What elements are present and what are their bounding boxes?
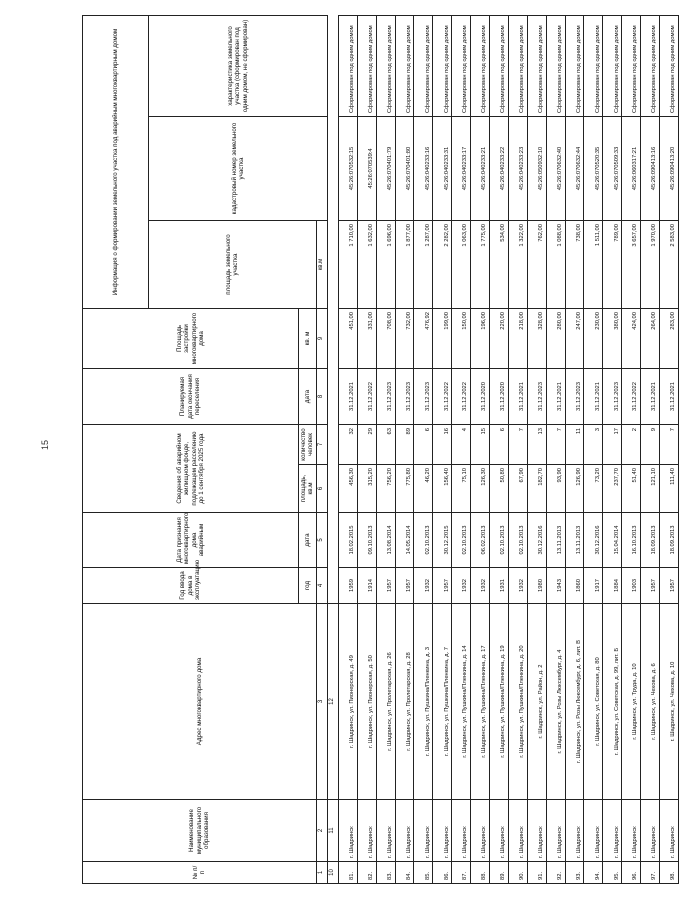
row-address: г. Шадринск, ул. Чехова, д. 10 xyxy=(660,604,679,800)
row-people: 32 xyxy=(338,425,357,465)
row-number: 89. xyxy=(490,862,509,884)
row-municipality: г. Шадринск xyxy=(603,800,622,862)
row-recognition-date: 02.10.2013 xyxy=(414,513,433,568)
row-land-area: 1 632,00 xyxy=(357,221,376,309)
row-people: 17 xyxy=(603,425,622,465)
row-number: 93. xyxy=(565,862,584,884)
row-municipality: г. Шадринск xyxy=(660,800,679,862)
row-land-area: 1 970,00 xyxy=(641,221,660,309)
row-number: 81. xyxy=(338,862,357,884)
table-row xyxy=(433,15,452,883)
row-land-char: Сформирован под одним домом xyxy=(433,15,452,116)
table-row xyxy=(414,15,433,883)
row-area: 156,40 xyxy=(433,465,452,513)
header-address: Адрес многоквартирного дома xyxy=(83,604,317,800)
col-number: 6 xyxy=(316,465,327,513)
row-land-char: Сформирован под одним домом xyxy=(376,15,395,116)
row-municipality: г. Шадринск xyxy=(584,800,603,862)
page-number: 15 xyxy=(40,439,50,450)
row-land-char: Сформирован под одним домом xyxy=(452,15,471,116)
row-people: 2 xyxy=(622,425,641,465)
header-recognition: Дата признания многоквартирного дома аварийным xyxy=(83,513,299,568)
row-area: 50,80 xyxy=(490,465,509,513)
row-number: 88. xyxy=(471,862,490,884)
row-land-char: Сформирован под одним домом xyxy=(622,15,641,116)
row-land-char: Сформирован под одним домом xyxy=(357,15,376,116)
row-year: 1957 xyxy=(395,568,414,604)
row-building-area: 264,00 xyxy=(641,309,660,369)
row-year: 1957 xyxy=(376,568,395,604)
table-row xyxy=(452,15,471,883)
row-cadastral: 45:26:040233:23 xyxy=(508,117,527,221)
row-year: 1957 xyxy=(433,568,452,604)
row-land-char: Сформирован под одним домом xyxy=(471,15,490,116)
row-year: 1917 xyxy=(584,568,603,604)
table-row xyxy=(471,15,490,883)
row-recognition-date: 30.12.2016 xyxy=(584,513,603,568)
row-year: 1932 xyxy=(414,568,433,604)
row-year: 1884 xyxy=(603,568,622,604)
row-number: 92. xyxy=(546,862,565,884)
row-recognition-date: 16.10.2013 xyxy=(622,513,641,568)
row-building-area: 424,00 xyxy=(622,309,641,369)
row-people: 13 xyxy=(527,425,546,465)
row-number: 82. xyxy=(357,862,376,884)
row-land-char: Сформирован под одним домом xyxy=(490,15,509,116)
row-address: г. Шадринск, ул. Пушкина/Пленкина, д. 7 xyxy=(433,604,452,800)
col-number: 8 xyxy=(316,369,327,425)
row-land-char: Сформирован под одним домом xyxy=(338,15,357,116)
row-recognition-date: 30.12.2016 xyxy=(527,513,546,568)
row-land-area: 762,00 xyxy=(527,221,546,309)
row-area: 182,70 xyxy=(527,465,546,513)
table-row xyxy=(527,15,546,883)
row-year: 1931 xyxy=(490,568,509,604)
row-relocation-date: 31.12.2021 xyxy=(641,369,660,425)
row-recognition-date: 13.11.2013 xyxy=(546,513,565,568)
row-relocation-date: 31.12.2023 xyxy=(603,369,622,425)
row-municipality: г. Шадринск xyxy=(641,800,660,862)
header-land-char: характеристика земельного участка (сформирован под одним домом, не сформирован) xyxy=(149,15,328,116)
row-municipality: г. Шадринск xyxy=(357,800,376,862)
row-relocation-date: 31.12.2022 xyxy=(622,369,641,425)
subheader-date: дата xyxy=(299,513,317,568)
row-year: 1959 xyxy=(338,568,357,604)
row-relocation-date: 31.12.2020 xyxy=(490,369,509,425)
row-number: 98. xyxy=(660,862,679,884)
row-municipality: г. Шадринск xyxy=(433,800,452,862)
row-relocation-date: 31.12.2021 xyxy=(660,369,679,425)
row-address: г. Шадринск, ул. Советская, д. 80 xyxy=(584,604,603,800)
row-land-char: Сформирован под одним домом xyxy=(508,15,527,116)
row-building-area: 451,00 xyxy=(338,309,357,369)
row-year: 1860 xyxy=(565,568,584,604)
row-year: 1932 xyxy=(471,568,490,604)
row-address: г. Шадринск, ул. Чехова, д. 6 xyxy=(641,604,660,800)
row-people: 6 xyxy=(490,425,509,465)
row-people: 4 xyxy=(452,425,471,465)
table-row xyxy=(546,15,565,883)
row-recognition-date: 09.10.2013 xyxy=(357,513,376,568)
table-row xyxy=(357,15,376,883)
row-land-area: 738,00 xyxy=(565,221,584,309)
row-building-area: 220,00 xyxy=(490,309,509,369)
row-number: 95. xyxy=(603,862,622,884)
row-building-area: 331,00 xyxy=(357,309,376,369)
row-land-area: 1 696,00 xyxy=(376,221,395,309)
row-number: 97. xyxy=(641,862,660,884)
row-cadastral: 45:26:070632:40 xyxy=(546,117,565,221)
row-cadastral: 45:26:040233:16 xyxy=(414,117,433,221)
row-area: 73,20 xyxy=(584,465,603,513)
table-row xyxy=(565,15,584,883)
row-area: 67,90 xyxy=(508,465,527,513)
row-recognition-date: 30.12.2015 xyxy=(433,513,452,568)
table-row xyxy=(508,15,527,883)
row-cadastral: 45:26:040233:17 xyxy=(452,117,471,221)
table-row xyxy=(376,15,395,883)
row-building-area: 150,00 xyxy=(452,309,471,369)
row-relocation-date: 31.12.2021 xyxy=(338,369,357,425)
row-people: 7 xyxy=(546,425,565,465)
col-number: 3 xyxy=(316,604,327,800)
row-area: 237,70 xyxy=(603,465,622,513)
row-relocation-date: 31.12.2021 xyxy=(508,369,527,425)
col-number: 12 xyxy=(327,604,338,800)
row-relocation-date: 31.12.2023 xyxy=(565,369,584,425)
row-people: 11 xyxy=(565,425,584,465)
row-relocation-date: 31.12.2023 xyxy=(395,369,414,425)
row-building-area: 247,00 xyxy=(565,309,584,369)
row-people: 7 xyxy=(508,425,527,465)
row-address: г. Шадринск, ул. Пушкина/Пленкина, д. 14 xyxy=(452,604,471,800)
row-land-char: Сформирован под одним домом xyxy=(660,15,679,116)
row-address: г. Шадринск, ул. Розы Люксембург, д. 4 xyxy=(546,604,565,800)
row-relocation-date: 31.12.2022 xyxy=(357,369,376,425)
row-municipality: г. Шадринск xyxy=(508,800,527,862)
row-building-area: 196,00 xyxy=(471,309,490,369)
row-relocation-date: 31.12.2022 xyxy=(433,369,452,425)
row-land-char: Сформирован под одним домом xyxy=(527,15,546,116)
row-number: 83. xyxy=(376,862,395,884)
row-land-area: 1 775,00 xyxy=(471,221,490,309)
header-building-area: Площадь застройки многоквартирного дома xyxy=(83,309,299,369)
row-land-area: 2 583,00 xyxy=(660,221,679,309)
row-municipality: г. Шадринск xyxy=(471,800,490,862)
row-year: 1957 xyxy=(641,568,660,604)
row-address: г. Шадринск, ул. Пролетарская, д. 26 xyxy=(376,604,395,800)
row-cadastral: 45:26:040233:22 xyxy=(490,117,509,221)
row-relocation-date: 31.12.2022 xyxy=(452,369,471,425)
row-building-area: 199,00 xyxy=(433,309,452,369)
row-people: 6 xyxy=(414,425,433,465)
table-row xyxy=(622,15,641,883)
row-people: 29 xyxy=(357,425,376,465)
row-year: 1914 xyxy=(357,568,376,604)
table-row xyxy=(660,15,679,883)
row-cadastral: 45:26:070401:80 xyxy=(395,117,414,221)
row-municipality: г. Шадринск xyxy=(338,800,357,862)
row-number: 90. xyxy=(508,862,527,884)
row-cadastral: 45:26:050932:10 xyxy=(527,117,546,221)
header-cadastral: кадастровый номер земельного участка xyxy=(149,117,328,221)
row-building-area: 218,00 xyxy=(508,309,527,369)
row-land-char: Сформирован под одним домом xyxy=(395,15,414,116)
col-number: 2 xyxy=(316,800,327,862)
row-municipality: г. Шадринск xyxy=(414,800,433,862)
row-land-area: 1 322,00 xyxy=(508,221,527,309)
row-cadastral: 45:26:040233:21 xyxy=(471,117,490,221)
header-municipality: Наименование муниципального образования xyxy=(83,800,317,862)
row-land-char: Сформирован под одним домом xyxy=(546,15,565,116)
row-people: 7 xyxy=(660,425,679,465)
row-cadastral: 45:26:070532:15 xyxy=(338,117,357,221)
row-area: 51,40 xyxy=(622,465,641,513)
row-year: 1980 xyxy=(527,568,546,604)
row-land-char: Сформирован под одним домом xyxy=(414,15,433,116)
row-recognition-date: 15.04.2014 xyxy=(603,513,622,568)
row-municipality: г. Шадринск xyxy=(546,800,565,862)
row-cadastral: 45:26:090413:16 xyxy=(641,117,660,221)
row-municipality: г. Шадринск xyxy=(565,800,584,862)
row-land-char: Сформирован под одним домом xyxy=(584,15,603,116)
row-area: 315,20 xyxy=(357,465,376,513)
row-relocation-date: 31.12.2023 xyxy=(376,369,395,425)
row-building-area: 380,00 xyxy=(603,309,622,369)
row-land-area: 1 877,00 xyxy=(395,221,414,309)
row-municipality: г. Шадринск xyxy=(452,800,471,862)
row-number: 91. xyxy=(527,862,546,884)
row-municipality: г. Шадринск xyxy=(622,800,641,862)
row-address: г. Шадринск, ул. Пролетарская, д. 28 xyxy=(395,604,414,800)
row-land-area: 1 511,00 xyxy=(584,221,603,309)
row-people: 89 xyxy=(395,425,414,465)
row-number: 86. xyxy=(433,862,452,884)
subheader-land-sqm: кв.м xyxy=(316,221,327,309)
row-area: 121,10 xyxy=(641,465,660,513)
row-land-area: 3 657,00 xyxy=(622,221,641,309)
table-row xyxy=(584,15,603,883)
row-recognition-date: 14.05.2014 xyxy=(395,513,414,568)
row-cadastral: 45:26:090413:20 xyxy=(660,117,679,221)
row-area: 93,90 xyxy=(546,465,565,513)
row-building-area: 283,00 xyxy=(660,309,679,369)
row-land-area: 1 287,00 xyxy=(414,221,433,309)
row-land-area: 1 063,00 xyxy=(452,221,471,309)
header-land-group: Информация о формировании земельного участка под аварийным многоквартирным домом xyxy=(83,15,149,308)
row-land-area: 1 710,00 xyxy=(338,221,357,309)
row-land-area: 1 088,00 xyxy=(546,221,565,309)
row-cadastral: 45:26:070401:79 xyxy=(376,117,395,221)
table-row xyxy=(395,15,414,883)
row-relocation-date: 31.12.2023 xyxy=(527,369,546,425)
row-cadastral: 45:26:040233:31 xyxy=(433,117,452,221)
row-people: 9 xyxy=(641,425,660,465)
header-relocation: Планируемая дата окончания переселения xyxy=(83,369,299,425)
row-relocation-date: 31.12.2021 xyxy=(546,369,565,425)
row-recognition-date: 18.09.2013 xyxy=(660,513,679,568)
col-number: 5 xyxy=(316,513,327,568)
col-number: 9 xyxy=(316,309,327,369)
row-year: 1932 xyxy=(452,568,471,604)
row-area: 111,40 xyxy=(660,465,679,513)
row-cadastral: 45:26:060317:21 xyxy=(622,117,641,221)
row-cadastral: 45:26:070632:44 xyxy=(565,117,584,221)
row-address: г. Шадринск, ул. Советская, д. 99, лит. Б xyxy=(603,604,622,800)
row-year: 1943 xyxy=(546,568,565,604)
row-address: г. Шадринск, ул. Пушкина/Пленкина, д. 17 xyxy=(471,604,490,800)
row-building-area: 328,00 xyxy=(527,309,546,369)
row-land-area: 789,00 xyxy=(603,221,622,309)
row-recognition-date: 02.10.2013 xyxy=(452,513,471,568)
row-municipality: г. Шадринск xyxy=(376,800,395,862)
row-land-area: 534,00 xyxy=(490,221,509,309)
col-number: 1 xyxy=(316,862,327,884)
row-municipality: г. Шадринск xyxy=(490,800,509,862)
table-row xyxy=(603,15,622,883)
row-area: 756,20 xyxy=(376,465,395,513)
table-row xyxy=(490,15,509,883)
row-area: 456,30 xyxy=(338,465,357,513)
col-number: 7 xyxy=(316,425,327,465)
emergency-housing-table xyxy=(82,15,679,884)
row-relocation-date: 31.12.2023 xyxy=(414,369,433,425)
table-container xyxy=(82,16,677,884)
row-recognition-date: 13.08.2014 xyxy=(376,513,395,568)
row-address: г. Шадринск, ул. Пушкина/Пленкина, д. 3 xyxy=(414,604,433,800)
row-number: 96. xyxy=(622,862,641,884)
row-land-area: 2 282,00 xyxy=(433,221,452,309)
header-num: № п/п xyxy=(83,862,317,884)
row-land-char: Сформирован под одним домом xyxy=(603,15,622,116)
col-number: 4 xyxy=(316,568,327,604)
row-people: 15 xyxy=(471,425,490,465)
row-municipality: г. Шадринск xyxy=(527,800,546,862)
row-area: 46,20 xyxy=(414,465,433,513)
header-emergency-group: Сведения об аварийном жилищном фонде, подлежащем расселению до 1 сентября 2025 года xyxy=(83,425,299,513)
header-land-area: площадь земельного участка xyxy=(149,221,317,309)
row-recognition-date: 18.09.2013 xyxy=(641,513,660,568)
table-row xyxy=(338,15,357,883)
row-address: г. Шадринск, ул. Пионерская, д. 50 xyxy=(357,604,376,800)
table-row xyxy=(641,15,660,883)
row-relocation-date: 31.12.2020 xyxy=(471,369,490,425)
row-building-area: 476,92 xyxy=(414,309,433,369)
row-year: 1957 xyxy=(660,568,679,604)
row-municipality: г. Шадринск xyxy=(395,800,414,862)
row-people: 3 xyxy=(584,425,603,465)
row-area: 126,30 xyxy=(471,465,490,513)
subheader-building-sqm: кв. м xyxy=(299,309,317,369)
row-area: 775,80 xyxy=(395,465,414,513)
row-recognition-date: 02.10.2013 xyxy=(508,513,527,568)
row-address: г. Шадринск, ул. Пушкина/Пленкина, д. 19 xyxy=(490,604,509,800)
subheader-relocation-date: дата xyxy=(299,369,317,425)
row-address: г. Шадринск, ул. Пионерская, д. 49 xyxy=(338,604,357,800)
row-address: г. Шадринск, ул. Труда, д. 10 xyxy=(622,604,641,800)
row-number: 94. xyxy=(584,862,603,884)
row-building-area: 280,00 xyxy=(546,309,565,369)
row-recognition-date: 06.02.2013 xyxy=(471,513,490,568)
row-people: 16 xyxy=(433,425,452,465)
row-people: 63 xyxy=(376,425,395,465)
col-number: 11 xyxy=(327,800,338,862)
row-building-area: 230,00 xyxy=(584,309,603,369)
subheader-people: количество человек xyxy=(299,425,317,465)
header-year: Год ввода дома в эксплуатацию xyxy=(83,568,299,604)
row-address: г. Шадринск, ул. Район, д. 2 xyxy=(527,604,546,800)
subheader-year: год xyxy=(299,568,317,604)
row-number: 85. xyxy=(414,862,433,884)
subheader-area: площадь, кв.м xyxy=(299,465,317,513)
row-number: 84. xyxy=(395,862,414,884)
row-year: 1932 xyxy=(508,568,527,604)
row-year: 1903 xyxy=(622,568,641,604)
col-number: 10 xyxy=(327,862,338,884)
row-building-area: 732,00 xyxy=(395,309,414,369)
row-area: 75,10 xyxy=(452,465,471,513)
row-recognition-date: 18.02.2015 xyxy=(338,513,357,568)
row-recognition-date: 02.10.2013 xyxy=(490,513,509,568)
row-land-char: Сформирован под одним домом xyxy=(641,15,660,116)
row-relocation-date: 31.12.2021 xyxy=(584,369,603,425)
row-land-char: Сформирован под одним домом xyxy=(565,15,584,116)
row-area: 126,90 xyxy=(565,465,584,513)
row-recognition-date: 13.11.2013 xyxy=(565,513,584,568)
row-cadastral: 45:26:070509:33 xyxy=(603,117,622,221)
row-cadastral: 45:26:070520:35 xyxy=(584,117,603,221)
row-number: 87. xyxy=(452,862,471,884)
row-address: г. Шадринск, ул. Пушкина/Пленкина, д. 20 xyxy=(508,604,527,800)
row-building-area: 708,00 xyxy=(376,309,395,369)
row-cadastral: 45:26:070539:4 xyxy=(357,117,376,221)
row-address: г. Шадринск, ул. Розы Люксембург, д. 6, лит. В xyxy=(565,604,584,800)
